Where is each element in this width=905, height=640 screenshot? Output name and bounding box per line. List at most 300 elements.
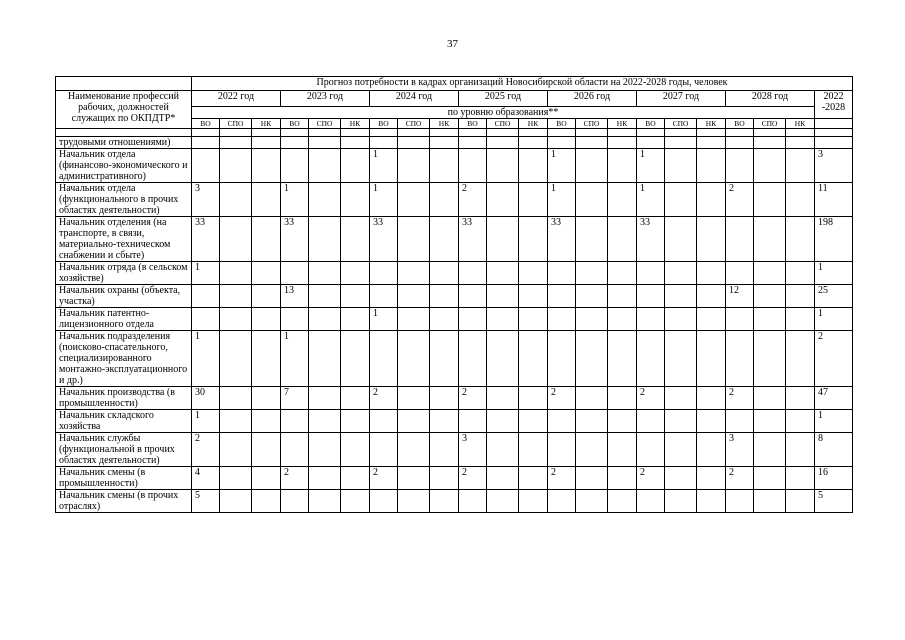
total-cell: 198 (815, 217, 853, 262)
value-cell (341, 308, 370, 331)
value-cell (637, 331, 665, 387)
education-level-header: НК (608, 119, 637, 129)
value-cell: 1 (192, 410, 220, 433)
continuation-cell (608, 137, 637, 149)
continuation-cell (519, 137, 548, 149)
value-cell (665, 149, 697, 183)
value-cell (398, 467, 430, 490)
value-cell (341, 149, 370, 183)
value-cell (459, 149, 487, 183)
continuation-cell (815, 137, 853, 149)
value-cell (370, 410, 398, 433)
value-cell (548, 331, 576, 387)
value-cell (665, 331, 697, 387)
education-level-header: ВО (548, 119, 576, 129)
value-cell (309, 285, 341, 308)
education-level-header: ВО (281, 119, 309, 129)
spacer-cell (398, 129, 430, 137)
value-cell (252, 410, 281, 433)
forecast-table (55, 76, 853, 513)
value-cell (341, 467, 370, 490)
value-cell (608, 217, 637, 262)
value-cell (487, 387, 519, 410)
value-cell (637, 262, 665, 285)
value-cell (697, 285, 726, 308)
forecast-title: Прогноз потребности в кадрах организаций Новосибирской области на 2022-2028 годы, человек (192, 77, 853, 91)
education-level-header: СПО (309, 119, 341, 129)
value-cell (519, 285, 548, 308)
page-number: 37 (447, 38, 458, 50)
education-level-header: ВО (459, 119, 487, 129)
value-cell: 2 (281, 467, 309, 490)
value-cell (309, 183, 341, 217)
education-level-header: ВО (370, 119, 398, 129)
value-cell (220, 285, 252, 308)
table-row (56, 183, 853, 217)
value-cell: 1 (637, 183, 665, 217)
value-cell (608, 183, 637, 217)
value-cell (220, 183, 252, 217)
value-cell (487, 410, 519, 433)
value-cell (459, 490, 487, 513)
education-level-header: СПО (665, 119, 697, 129)
value-cell (665, 410, 697, 433)
value-cell (309, 331, 341, 387)
value-cell (341, 262, 370, 285)
value-cell (487, 285, 519, 308)
table-row (56, 217, 853, 262)
value-cell (576, 467, 608, 490)
spacer-cell (370, 129, 398, 137)
value-cell: 1 (637, 149, 665, 183)
value-cell (309, 149, 341, 183)
value-cell (576, 331, 608, 387)
table-row (56, 262, 853, 285)
education-level-header: НК (430, 119, 459, 129)
value-cell (697, 433, 726, 467)
value-cell: 2 (726, 467, 754, 490)
profession-name: Начальник подразделения (поисково-спасательного, специализированного монтажно-эксплуатационного и др.) (56, 331, 192, 387)
value-cell (309, 262, 341, 285)
spacer-cell (252, 129, 281, 137)
total-cell: 11 (815, 183, 853, 217)
profession-name: Начальник отдела (финансово-экономического и административного) (56, 149, 192, 183)
value-cell (726, 410, 754, 433)
value-cell (754, 331, 786, 387)
value-cell (665, 285, 697, 308)
value-cell (519, 217, 548, 262)
value-cell (309, 490, 341, 513)
value-cell (576, 410, 608, 433)
value-cell (697, 308, 726, 331)
value-cell (754, 410, 786, 433)
value-cell (281, 262, 309, 285)
value-cell: 2 (192, 433, 220, 467)
value-cell (786, 433, 815, 467)
value-cell (726, 149, 754, 183)
value-cell (697, 331, 726, 387)
value-cell (548, 410, 576, 433)
value-cell: 2 (726, 387, 754, 410)
total-cell: 1 (815, 308, 853, 331)
value-cell: 2 (548, 467, 576, 490)
value-cell: 33 (548, 217, 576, 262)
value-cell (786, 183, 815, 217)
education-level-header: СПО (754, 119, 786, 129)
value-cell (398, 183, 430, 217)
value-cell (370, 331, 398, 387)
continuation-cell (309, 137, 341, 149)
value-cell: 1 (548, 149, 576, 183)
value-cell (487, 262, 519, 285)
value-cell (576, 285, 608, 308)
value-cell (519, 308, 548, 331)
value-cell (726, 217, 754, 262)
corner-cell (56, 77, 192, 91)
value-cell (220, 410, 252, 433)
value-cell: 1 (192, 262, 220, 285)
value-cell (398, 217, 430, 262)
spacer-cell (519, 129, 548, 137)
profession-name: Начальник охраны (объекта, участка) (56, 285, 192, 308)
value-cell (430, 490, 459, 513)
continuation-cell (192, 137, 220, 149)
spacer-cell (220, 129, 252, 137)
value-cell (637, 433, 665, 467)
value-cell (519, 387, 548, 410)
value-cell (608, 490, 637, 513)
value-cell (608, 285, 637, 308)
value-cell (430, 217, 459, 262)
value-cell (341, 331, 370, 387)
value-cell: 2 (459, 183, 487, 217)
value-cell: 12 (726, 285, 754, 308)
continuation-cell (430, 137, 459, 149)
value-cell: 1 (281, 331, 309, 387)
value-cell (786, 387, 815, 410)
value-cell (697, 467, 726, 490)
continuation-text: трудовыми отношениями) (56, 137, 192, 149)
value-cell (309, 410, 341, 433)
value-cell (608, 262, 637, 285)
table-row (56, 387, 853, 410)
value-cell (786, 308, 815, 331)
value-cell (786, 262, 815, 285)
value-cell (281, 433, 309, 467)
value-cell (398, 410, 430, 433)
value-cell (576, 149, 608, 183)
value-cell (252, 262, 281, 285)
value-cell: 2 (637, 387, 665, 410)
value-cell (548, 433, 576, 467)
value-cell (548, 262, 576, 285)
value-cell (786, 490, 815, 513)
value-cell (754, 149, 786, 183)
spacer-cell (786, 129, 815, 137)
value-cell (637, 308, 665, 331)
continuation-cell (637, 137, 665, 149)
value-cell (252, 149, 281, 183)
year-header: 2026 год (548, 91, 637, 107)
value-cell (487, 490, 519, 513)
value-cell (786, 149, 815, 183)
value-cell (252, 331, 281, 387)
value-cell: 33 (459, 217, 487, 262)
table-row (56, 467, 853, 490)
continuation-cell (548, 137, 576, 149)
value-cell (430, 433, 459, 467)
value-cell (576, 387, 608, 410)
value-cell (726, 490, 754, 513)
value-cell (519, 410, 548, 433)
value-cell (309, 217, 341, 262)
value-cell (786, 285, 815, 308)
value-cell (665, 387, 697, 410)
value-cell (252, 433, 281, 467)
value-cell (608, 308, 637, 331)
spacer-cell (192, 129, 220, 137)
continuation-cell (370, 137, 398, 149)
continuation-cell (220, 137, 252, 149)
continuation-cell (754, 137, 786, 149)
value-cell (786, 217, 815, 262)
value-cell: 2 (370, 467, 398, 490)
value-cell (576, 217, 608, 262)
value-cell (754, 308, 786, 331)
spacer-cell (608, 129, 637, 137)
spacer-cell (754, 129, 786, 137)
profession-name: Начальник отделения (на транспорте, в связи, материально-техническом снабжении и сбыте) (56, 217, 192, 262)
value-cell (252, 285, 281, 308)
education-level-header: НК (697, 119, 726, 129)
education-level-label: по уровню образования** (192, 107, 815, 119)
total-cell: 3 (815, 149, 853, 183)
value-cell: 2 (459, 387, 487, 410)
value-cell (519, 467, 548, 490)
value-cell (309, 467, 341, 490)
spacer-cell (341, 129, 370, 137)
value-cell (220, 262, 252, 285)
total-cell: 1 (815, 410, 853, 433)
value-cell (220, 217, 252, 262)
value-cell (576, 490, 608, 513)
value-cell (398, 149, 430, 183)
value-cell (459, 410, 487, 433)
spacer-cell (430, 129, 459, 137)
value-cell (487, 217, 519, 262)
value-cell (487, 149, 519, 183)
value-cell (281, 308, 309, 331)
value-cell (726, 262, 754, 285)
value-cell (665, 308, 697, 331)
value-cell (487, 308, 519, 331)
spacer-cell (697, 129, 726, 137)
year-header: 2022 год (192, 91, 281, 107)
value-cell: 3 (459, 433, 487, 467)
value-cell: 3 (726, 433, 754, 467)
continuation-cell (697, 137, 726, 149)
value-cell (519, 331, 548, 387)
education-level-header: НК (341, 119, 370, 129)
value-cell (341, 387, 370, 410)
value-cell (576, 433, 608, 467)
value-cell (726, 331, 754, 387)
value-cell (220, 387, 252, 410)
value-cell (459, 308, 487, 331)
continuation-cell (576, 137, 608, 149)
spacer-cell (576, 129, 608, 137)
value-cell (786, 467, 815, 490)
value-cell (398, 331, 430, 387)
continuation-cell (786, 137, 815, 149)
value-cell: 1 (370, 149, 398, 183)
table-row (56, 490, 853, 513)
value-cell (309, 433, 341, 467)
profession-name: Начальник патентно-лицензионного отдела (56, 308, 192, 331)
value-cell: 1 (370, 308, 398, 331)
education-level-header: ВО (637, 119, 665, 129)
continuation-cell (665, 137, 697, 149)
value-cell: 2 (726, 183, 754, 217)
spacer-cell (281, 129, 309, 137)
value-cell (252, 217, 281, 262)
value-cell (398, 433, 430, 467)
value-cell (192, 308, 220, 331)
value-cell (192, 149, 220, 183)
continuation-cell (487, 137, 519, 149)
education-level-header: НК (786, 119, 815, 129)
value-cell (398, 262, 430, 285)
year-header: 2028 год (726, 91, 815, 107)
value-cell (697, 149, 726, 183)
value-cell (192, 285, 220, 308)
table-row (56, 308, 853, 331)
education-level-header: ВО (192, 119, 220, 129)
value-cell (487, 331, 519, 387)
value-cell: 33 (192, 217, 220, 262)
value-cell (754, 217, 786, 262)
value-cell (697, 262, 726, 285)
value-cell (786, 410, 815, 433)
profession-name: Начальник отдела (функционального в прочих областях деятельности) (56, 183, 192, 217)
value-cell: 1 (370, 183, 398, 217)
spacer-cell (726, 129, 754, 137)
value-cell (341, 285, 370, 308)
value-cell (220, 490, 252, 513)
value-cell (459, 331, 487, 387)
value-cell (576, 183, 608, 217)
year-header: 2023 год (281, 91, 370, 107)
value-cell (608, 149, 637, 183)
value-cell (548, 308, 576, 331)
value-cell (754, 387, 786, 410)
value-cell (341, 433, 370, 467)
value-cell (252, 490, 281, 513)
value-cell (309, 387, 341, 410)
spacer-cell (309, 129, 341, 137)
value-cell (608, 410, 637, 433)
value-cell (697, 183, 726, 217)
value-cell (754, 467, 786, 490)
total-cell: 25 (815, 285, 853, 308)
value-cell (754, 433, 786, 467)
value-cell: 2 (459, 467, 487, 490)
value-cell (281, 490, 309, 513)
continuation-cell (459, 137, 487, 149)
value-cell (576, 308, 608, 331)
value-cell: 33 (281, 217, 309, 262)
education-level-header: СПО (487, 119, 519, 129)
value-cell (665, 183, 697, 217)
spacer-cell (56, 129, 192, 137)
spacer-cell (665, 129, 697, 137)
table-row (56, 331, 853, 387)
value-cell: 7 (281, 387, 309, 410)
value-cell (519, 183, 548, 217)
value-cell (220, 331, 252, 387)
value-cell: 2 (370, 387, 398, 410)
year-header: 2027 год (637, 91, 726, 107)
spacer-cell (459, 129, 487, 137)
value-cell (341, 490, 370, 513)
value-cell (697, 490, 726, 513)
value-cell (637, 285, 665, 308)
name-column-header: Наименование профессий рабочих, должностей служащих по ОКПДТР* (56, 91, 192, 129)
value-cell (281, 149, 309, 183)
total-cell: 2 (815, 331, 853, 387)
value-cell (252, 467, 281, 490)
value-cell (430, 410, 459, 433)
value-cell (487, 433, 519, 467)
value-cell (370, 433, 398, 467)
value-cell: 5 (192, 490, 220, 513)
value-cell (459, 262, 487, 285)
value-cell (754, 490, 786, 513)
value-cell (519, 149, 548, 183)
value-cell (430, 308, 459, 331)
value-cell (430, 183, 459, 217)
value-cell (220, 467, 252, 490)
value-cell (309, 308, 341, 331)
value-cell (430, 262, 459, 285)
spacer-cell (548, 129, 576, 137)
value-cell (252, 183, 281, 217)
value-cell (398, 387, 430, 410)
total-cell: 16 (815, 467, 853, 490)
value-cell (665, 217, 697, 262)
table-row (56, 285, 853, 308)
value-cell (697, 410, 726, 433)
total-column-header: 2022 -2028 (815, 91, 853, 119)
value-cell (487, 467, 519, 490)
value-cell (430, 467, 459, 490)
value-cell (398, 308, 430, 331)
value-cell (341, 183, 370, 217)
value-cell: 2 (548, 387, 576, 410)
profession-name: Начальник отряда (в сельском хозяйстве) (56, 262, 192, 285)
value-cell (608, 433, 637, 467)
value-cell (341, 410, 370, 433)
value-cell: 33 (370, 217, 398, 262)
education-level-header: СПО (220, 119, 252, 129)
year-header: 2024 год (370, 91, 459, 107)
value-cell: 1 (192, 331, 220, 387)
spacer-cell (815, 129, 853, 137)
education-level-header: НК (519, 119, 548, 129)
value-cell: 4 (192, 467, 220, 490)
value-cell: 13 (281, 285, 309, 308)
value-cell (430, 331, 459, 387)
